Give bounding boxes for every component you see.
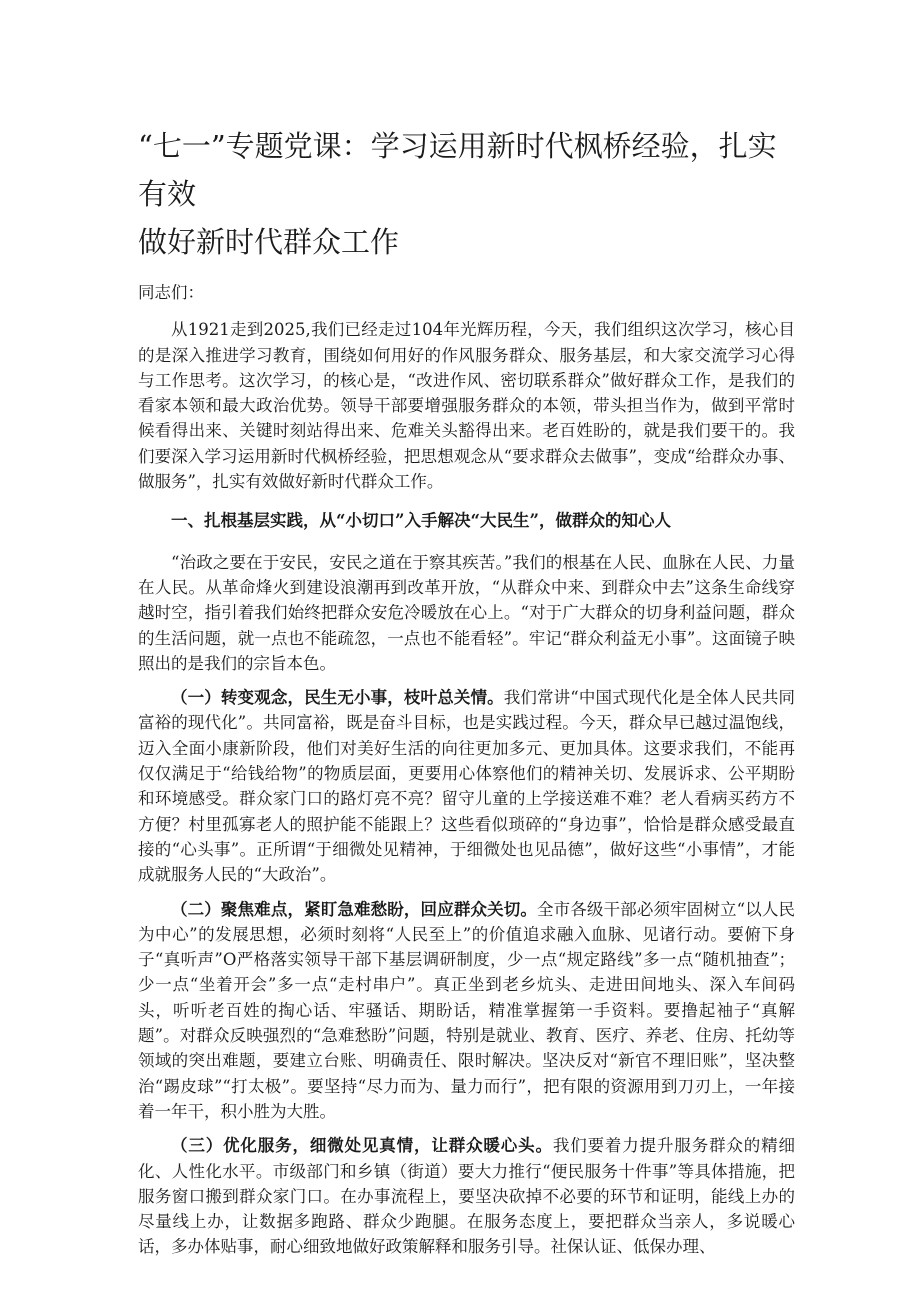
subsection-1-body: 我们常讲“中国式现代化是全体人民共同富裕的现代化”。共同富裕，既是奋斗目标，也是实践过程。今天，群众早已越过温饱线，迈入全面小康新阶段，他们对美好生活的向往更加多元、更加具体。这要求我们，不能再仅仅满足于“给钱给物”的物质层面，更要用心体察他们的精神关切、发展诉求、公平期盼和环境感受。群众家门口的路灯亮不亮？留守儿童的上学接送难不难？老人看病买药方不方便？村里孤寡老人的照护能不能跟上？这些看似琐碎的“身边事”，恰恰是群众感受最直接的“心头事”。正所谓“于细微处见精神，于细微处也见品德”，做好这些“小事情”，才能成就服务人民的“大政治”。 (138, 688, 796, 885)
title-line-2: 做好新时代群众工作 (138, 225, 400, 259)
document-title (138, 122, 795, 266)
subsection-3-paragraph (138, 1133, 795, 1259)
subsection-3-body: 我们要着力提升服务群众的精细化、人性化水平。市级部门和乡镇（街道）要大力推行“便民服务十件事”等具体措施，把服务窗口搬到群众家门口。在办事流程上，要坚决砍掉不必要的环节和证明，能线上办的尽量线上办，让数据多跑路、群众少跑腿。在服务态度上，要把群众当亲人，多说暖心话，多办体贴事，耐心细致地做好政策解释和服务引导。社保认证、低保办理、 (138, 1136, 796, 1257)
title-line-1: “七一”专题党课：学习运用新时代枫桥经验，扎实有效 (138, 129, 777, 211)
subsection-2-paragraph (138, 897, 795, 1125)
subsection-2-title: （二）聚焦难点，紧盯急难愁盼，回应群众关切。 (171, 899, 538, 919)
intro-paragraph: 从1921走到2025,我们已经走过104年光辉历程，今天，我们组织这次学习，核心目的是深入推进学习教育，围绕如何用好的作风服务群众、服务基层，和大家交流学习心得与工作思考。这次学习，的核心是，“改进作风、密切联系群众”做好群众工作，是我们的看家本领和最大政治优势。领导干部要增强服务群众的本领，带头担当作为，做到平常时候看得出来、关键时刻站得出来、危难关头豁得出来。老百姓盼的，就是我们要干的。我们要深入学习运用新时代枫桥经验，把思想观念从“要求群众去做事”，变成“给群众办事、做服务”，扎实有效做好新时代群众工作。 (138, 320, 795, 492)
subsection-1-paragraph (138, 685, 795, 887)
section-1-heading: 一、扎根基层实践，从“小切口”入手解决“大民生”，做群众的知心人 (171, 511, 671, 531)
subsection-3-title: （三）优化服务，细微处见真情，让群众暖心头。 (171, 1136, 553, 1156)
salutation: 同志们： (138, 283, 204, 302)
document-page (138, 122, 795, 1260)
subsection-2-body: 全市各级干部必须牢固树立“以人民为中心”的发展思想，必须时刻将“人民至上”的价值追求融入血脉、见诸行动。要俯下身子“真听声”O严格落实领导干部下基层调研制度，少一点“规定路线”多一点“随机抽查”；少一点“坐着开会”多一点“走村串户”。真正坐到老乡炕头、走进田间地头、深入车间码头，听听老百姓的掏心话、牢骚话、期盼话，精准掌握第一手资料。要撸起袖子“真解题”。对群众反映强烈的“急难愁盼”问题，特别是就业、教育、医疗、养老、住房、托幼等领域的突出难题，要建立台账、明确责任、限时解决。坚决反对“新官不理旧账”，坚决整治“踢皮球”“打太极”。要坚持“尽力而为、量力而行”，把有限的资源用到刀刃上，一年接着一年干，积小胜为大胜。 (138, 899, 796, 1121)
subsection-1-title: （一）转变观念，民生无小事，枝叶总关情。 (171, 688, 504, 708)
section-1-paragraph: “治政之要在于安民，安民之道在于察其疾苦。”我们的根基在人民、血脉在人民、力量在人民。从革命烽火到建设浪潮再到改革开放，“从群众中来、到群众中去”这条生命线穿越时空，指引着我们始终把群众安危冷暖放在心上。“对于广大群众的切身利益问题，群众的生活问题，就一点也不能疏忽，一点也不能看轻”。牢记“群众利益无小事”。这面镜子映照出的是我们的宗旨本色。 (138, 552, 795, 673)
